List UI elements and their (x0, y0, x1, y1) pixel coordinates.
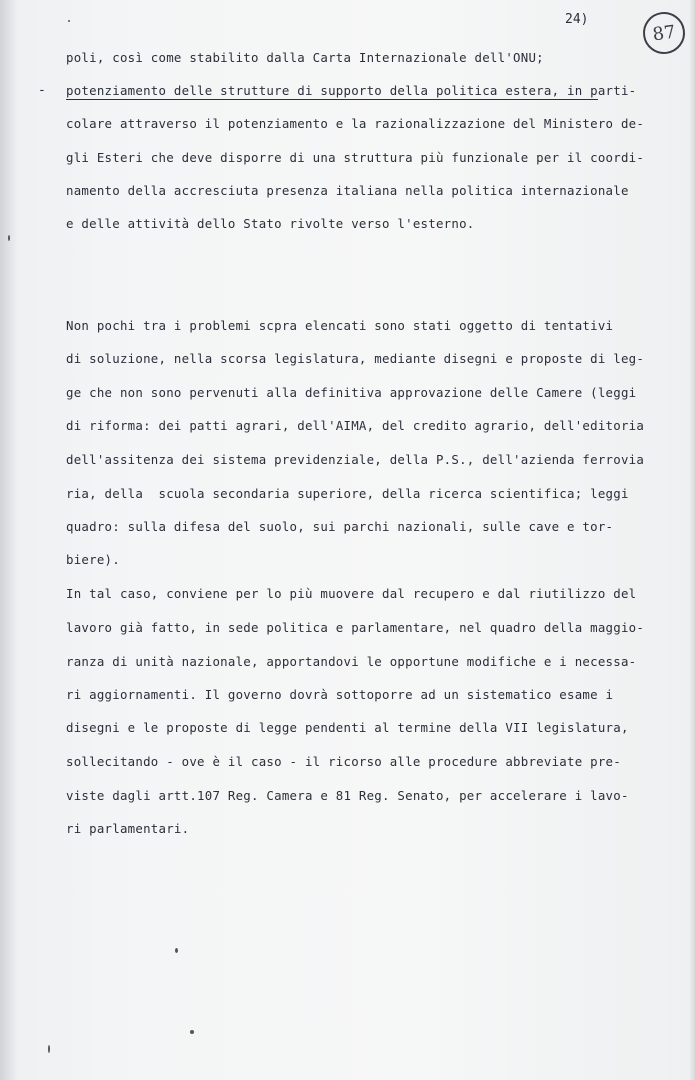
scan-speck (8, 235, 10, 241)
text-line: lavoro già fatto, in sede politica e parlamentare, nel quadro della maggio- (66, 620, 645, 635)
text-line: disegni e le proposte di legge pendenti al termine della VII legislatura, (66, 720, 629, 735)
text-line: ri aggiornamenti. Il governo dovrà sottoporre ad un sistematico esame i (66, 687, 614, 702)
scan-right-edge-shadow (689, 0, 695, 1080)
text-line: ri parlamentari. (66, 821, 190, 836)
handwritten-page-stamp: 87 (640, 9, 687, 56)
text-line: ge che non sono pervenuti alla definitiva approvazione delle Camere (leggi (66, 385, 637, 400)
text-line: dell'assitenza dei sistema previdenziale, della P.S., dell'azienda ferrovia (66, 452, 645, 467)
text-line: e delle attività dello Stato rivolte verso l'esterno. (66, 216, 475, 231)
underline-mark (66, 99, 598, 100)
scan-speck (48, 1045, 50, 1053)
scan-speck (190, 1030, 194, 1034)
text-line: ranza di unità nazionale, apportandovi le opportune modifiche e i necessa- (66, 654, 637, 669)
scan-speck (68, 20, 70, 22)
text-line: gli Esteri che deve disporre di una struttura più funzionale per il coordi- (66, 150, 645, 165)
page-number: 24) (565, 12, 589, 27)
list-marker: - (38, 83, 46, 98)
text-line: viste dagli artt.107 Reg. Camera e 81 Reg. Senato, per accelerare i lavo- (66, 788, 629, 803)
text-line: Non pochi tra i problemi scpra elencati sono stati oggetto di tentativi (66, 318, 614, 333)
text-line: quadro: sulla difesa del suolo, sui parchi nazionali, sulle cave e tor- (66, 519, 614, 534)
text-line: ria, della scuola secondaria superiore, della ricerca scientifica; leggi (66, 486, 629, 501)
scan-left-edge-shadow (0, 0, 18, 1080)
text-line: di soluzione, nella scorsa legislatura, mediante disegni e proposte di leg- (66, 351, 645, 366)
text-line: potenziamento delle strutture di supporto della politica estera, in parti- (66, 83, 637, 98)
text-line: poli, così come stabilito dalla Carta Internazionale dell'ONU; (66, 50, 544, 65)
text-line: namento della accresciuta presenza italiana nella politica internazionale (66, 183, 629, 198)
text-line: colare attraverso il potenziamento e la razionalizzazione del Ministero de- (66, 116, 645, 131)
text-line: In tal caso, conviene per lo più muovere dal recupero e dal riutilizzo del (66, 586, 637, 601)
text-line: sollecitando - ove è il caso - il ricorso alle procedure abbreviate pre- (66, 754, 621, 769)
text-line: di riforma: dei patti agrari, dell'AIMA, del credito agrario, dell'editoria (66, 418, 645, 433)
text-line: biere). (66, 552, 120, 567)
scan-speck (175, 948, 178, 953)
